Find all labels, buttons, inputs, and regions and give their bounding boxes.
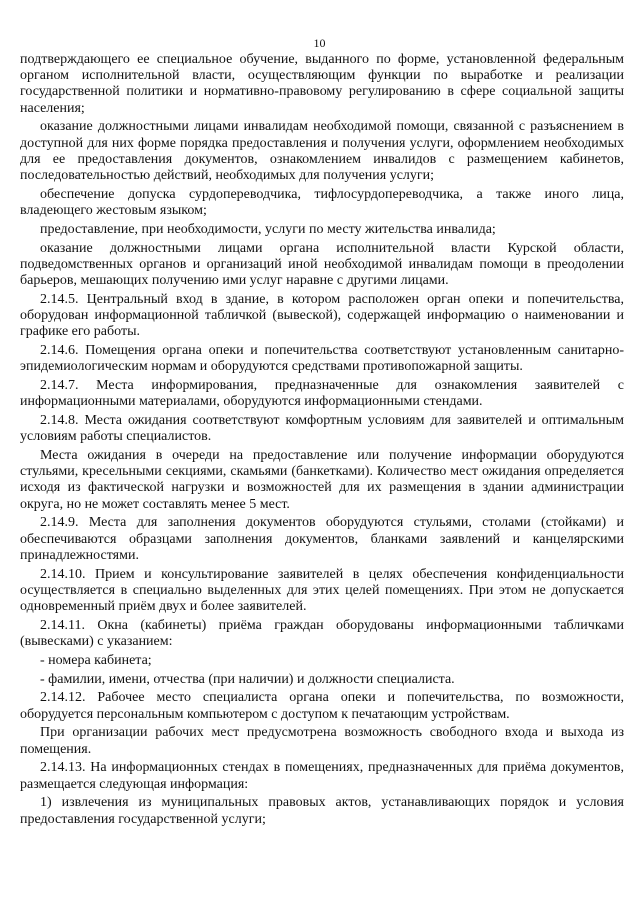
paragraph: 2.14.13. На информационных стендах в помещениях, предназначенных для приёма документов, размещается следующая информация: bbox=[20, 760, 624, 792]
paragraph: 2.14.12. Рабочее место специалиста органа опеки и попечительства, по возможности, оборудуется персональным компьютером с доступом к печатающим устройствам. bbox=[20, 690, 624, 722]
paragraph: 1) извлечения из муниципальных правовых актов, устанавливающих порядок и условия предоставления государственной услуги; bbox=[20, 795, 624, 827]
paragraph: обеспечение допуска сурдопереводчика, тифлосурдопереводчика, а также иного лица, владеющего жестовым языком; bbox=[20, 186, 624, 219]
document-body bbox=[20, 52, 624, 828]
paragraph: При организации рабочих мест предусмотрена возможность свободного входа и выхода из помещения. bbox=[20, 725, 624, 757]
list-item: - фамилии, имени, отчества (при наличии) и должности специалиста. bbox=[40, 671, 455, 687]
paragraph: 2.14.6. Помещения органа опеки и попечительства соответствуют установленным санитарно-эпидемиологическим нормам и оборудуются средствами противопожарной защиты. bbox=[20, 343, 624, 375]
paragraph: 2.14.10. Прием и консультирование заявителей в целях обеспечения конфиденциальности осуществляется в специально выделенных для этих целей помещениях. При этом не допускается одновременный приём двух и более заявителей. bbox=[20, 566, 624, 615]
paragraph: оказание должностными лицами органа исполнительной власти Курской области, подведомственных органов и организаций иной необходимой инвалидам помощи в преодолении барьеров, мешающих получению ими услуг наравне с другими лицами. bbox=[20, 240, 624, 289]
paragraph: предоставление, при необходимости, услуги по месту жительства инвалида; bbox=[40, 221, 496, 237]
paragraph: Места ожидания в очереди на предоставление или получение информации оборудуются стульями, кресельными секциями, скамьями (банкетками). Количество мест ожидания определяется исходя из фактической нагрузки и возможностей для их размещения в здании администрации округа, но не может составлять менее 5 мест. bbox=[20, 448, 624, 512]
paragraph: 2.14.5. Центральный вход в здание, в котором расположен орган опеки и попечительства, оборудован информационной табличкой (вывеской), содержащей информацию о наименовании и графике его работы. bbox=[20, 291, 624, 340]
paragraph: 2.14.9. Места для заполнения документов оборудуются стульями, столами (стойками) и обеспечиваются образцами заполнения документов, бланками заявлений и канцелярскими принадлежностями. bbox=[20, 515, 624, 563]
paragraph: оказание должностными лицами инвалидам необходимой помощи, связанной с разъяснением в доступной для них форме порядка предоставления и получения услуги, оформлением необходимых для ее предоставления документов, ознакомлением инвалидов с размещением кабинетов, последовательностью действий, необходимых для получения услуги; bbox=[20, 119, 624, 184]
paragraph: 2.14.11. Окна (кабинеты) приёма граждан оборудованы информационными табличками (вывесками) с указанием: bbox=[20, 617, 624, 650]
paragraph: 2.14.8. Места ожидания соответствуют комфортным условиям для заявителей и оптимальным условиям работы специалистов. bbox=[20, 413, 624, 445]
page-number: 10 bbox=[313, 36, 326, 50]
list-item: - номера кабинета; bbox=[40, 652, 152, 668]
paragraph: подтверждающего ее специальное обучение, выданного по форме, установленной федеральным органом исполнительной власти, осуществляющим функции по выработке и реализации государственной политики и нормативно-правовому регулированию в сфере социальной защиты населения; bbox=[20, 52, 624, 116]
paragraph: 2.14.7. Места информирования, предназначенные для ознакомления заявителей с информационными материалами, оборудуются информационными стендами. bbox=[20, 378, 624, 410]
